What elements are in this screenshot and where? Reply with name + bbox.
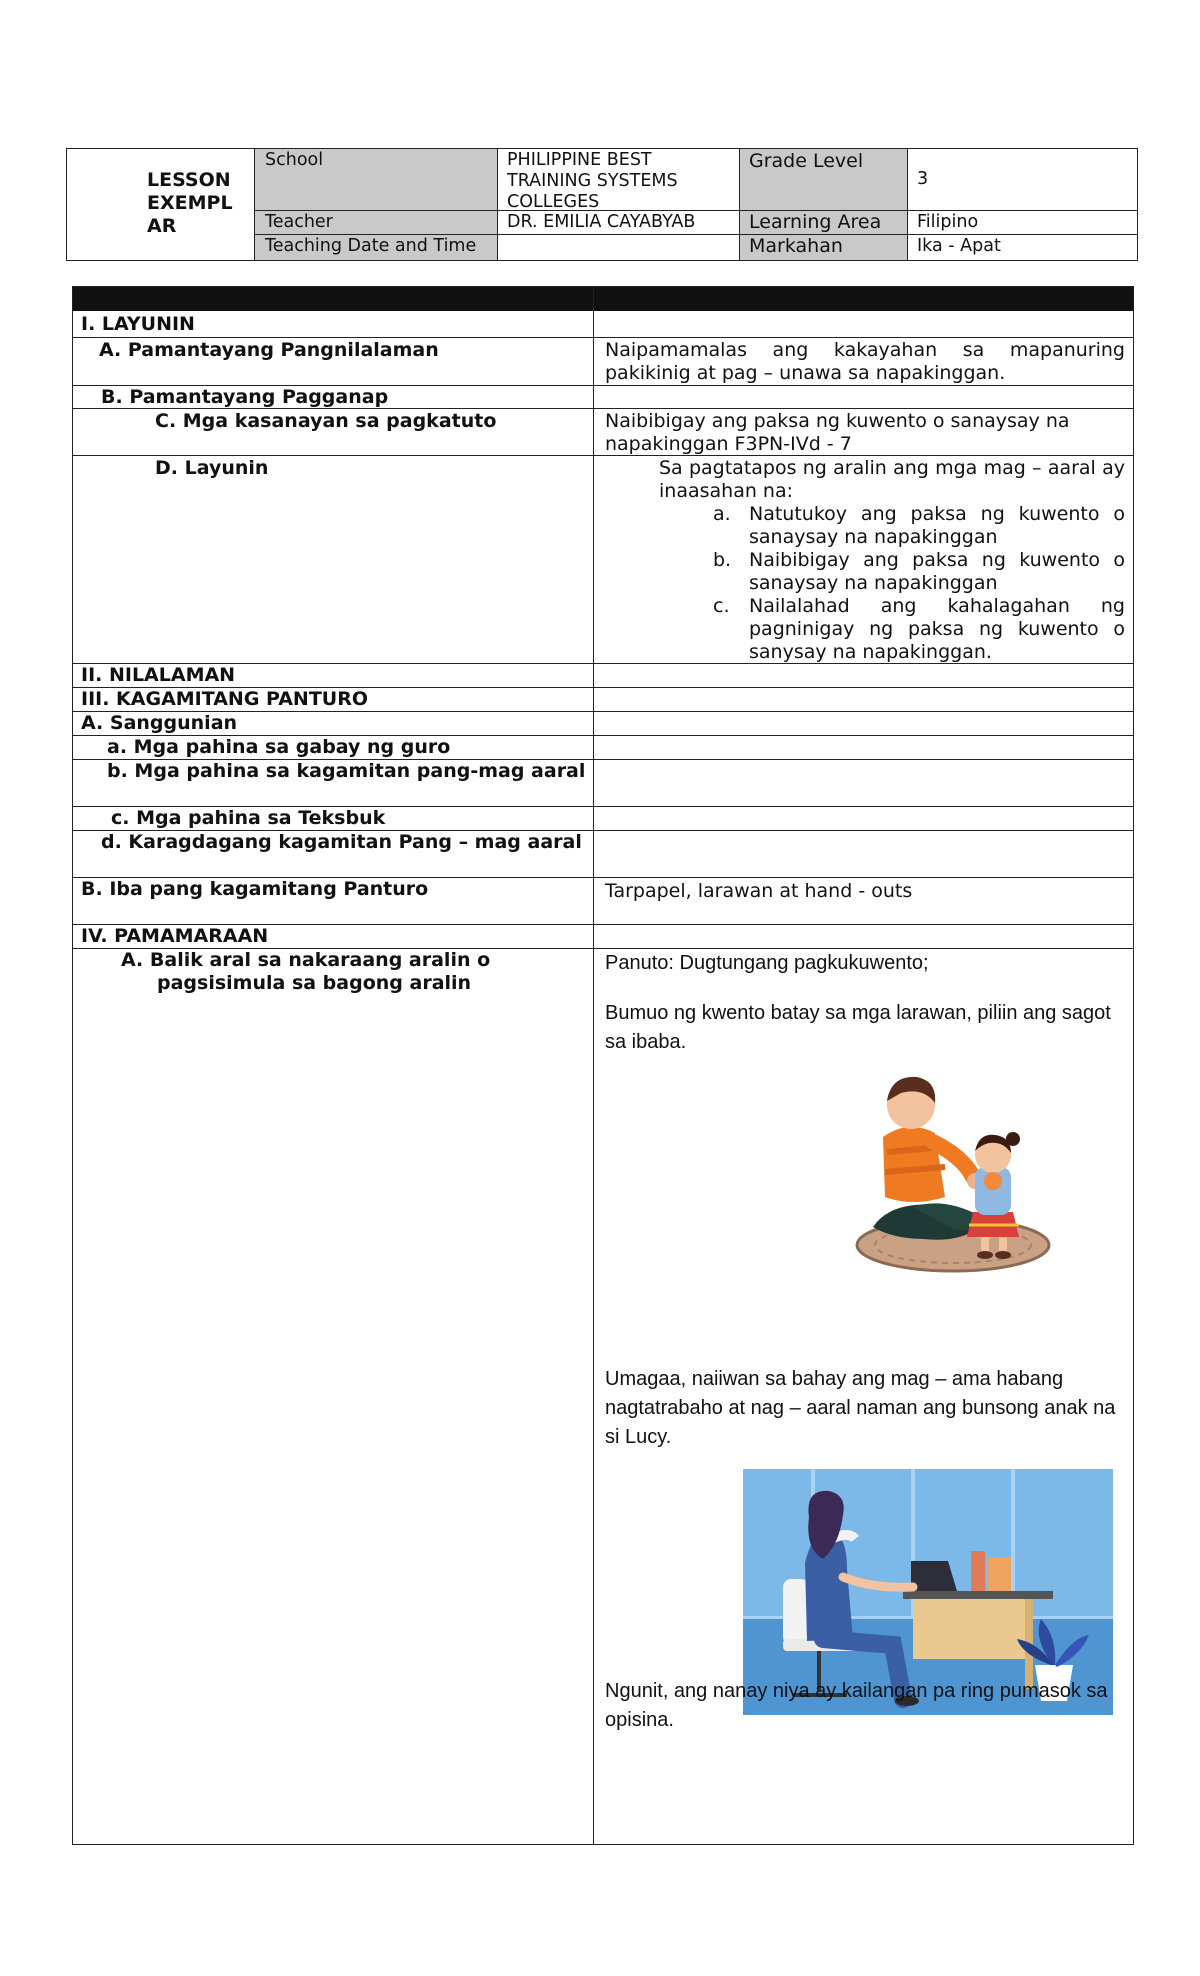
date-label: Teaching Date and Time (265, 236, 477, 256)
objective-marker: c. (713, 595, 730, 617)
area-value: Filipino (917, 212, 979, 232)
objective-marker: b. (713, 549, 732, 571)
objective-text: Natutukoy ang paksa ng kuwento o sanaysay na napakinggan (749, 503, 1125, 548)
header-table (66, 148, 1138, 261)
story-text-2: Ngunit, ang nanay niya ay kailangan pa ring pumasok sa opisina. (605, 1680, 1108, 1731)
label-gabay: a. Mga pahina sa gabay ng guro (107, 736, 451, 758)
objective-item (713, 595, 1125, 664)
label-balik-aral: A. Balik aral sa nakaraang aralin o pagsisimula sa bagong aralin (121, 949, 491, 994)
objectives-list (713, 503, 1125, 664)
section-pamamaraan: IV. PAMAMARAAN (81, 925, 269, 947)
lesson-plan-table (72, 286, 1134, 1845)
grade-label: Grade Level (749, 150, 864, 172)
activity-instruction: Bumuo ng kwento batay sa mga larawan, piliin ang sagot sa ibaba. (605, 1002, 1111, 1053)
grade-value: 3 (917, 169, 929, 189)
label-sanggunian: A. Sanggunian (81, 712, 238, 734)
teacher-value: DR. EMILIA CAYABYAB (507, 212, 696, 232)
objective-text: Naibibigay ang paksa ng kuwento o sanaysay na napakinggan (749, 549, 1125, 594)
objective-item (713, 503, 1125, 549)
value-kasanayan: Naibibigay ang paksa ng kuwento o sanaysay na napakinggan F3PN-IVd - 7 (605, 410, 1070, 455)
quarter-value: Ika - Apat (917, 236, 1001, 256)
table-header-bar (73, 287, 1133, 311)
label-layunin-d: D. Layunin (155, 457, 269, 479)
value-pamantayang-pangnilalaman: Naipamamalas ang kakayahan sa mapanuring pakikinig at pag – unawa sa napakinggan. (605, 339, 1125, 384)
label-pamantayang-pangnilalaman: A. Pamantayang Pangnilalaman (99, 339, 439, 361)
section-layunin: I. LAYUNIN (81, 313, 195, 335)
quarter-label: Markahan (749, 235, 843, 257)
label-pamantayang-pagganap: B. Pamantayang Pagganap (101, 386, 389, 408)
value-iba-pang: Tarpapel, larawan at hand - outs (605, 880, 913, 902)
objective-text: Nailalahad ang kahalagahan ng pagninigay ng paksa ng kuwento o sanysay na napakinggan. (749, 595, 1125, 663)
label-kasanayan: C. Mga kasanayan sa pagkatuto (155, 410, 497, 432)
label-kagamitan-mag-aaral: b. Mga pahina sa kagamitan pang-mag aaral (107, 760, 586, 782)
label-karagdagang: d. Karagdagang kagamitan Pang – mag aaral (101, 831, 582, 853)
section-nilalaman: II. NILALAMAN (81, 664, 236, 686)
story-text-1: Umagaa, naiiwan sa bahay ang mag – ama habang nagtatrabaho at nag – aaral naman ang bunsong anak na si Lucy. (605, 1368, 1116, 1448)
school-label: School (265, 150, 324, 170)
section-kagamitang-panturo: III. KAGAMITANG PANTURO (81, 688, 369, 710)
value-layunin-intro: Sa pagtatapos ng aralin ang mga mag – aaral ay inaasahan na: (659, 457, 1125, 502)
school-value: PHILIPPINE BEST TRAINING SYSTEMS COLLEGES (507, 150, 678, 212)
teacher-label: Teacher (265, 212, 333, 232)
father-daughter-illustration (813, 1047, 1093, 1277)
activity-panuto: Panuto: Dugtungang pagkukuwento; (605, 952, 929, 974)
label-iba-pang: B. Iba pang kagamitang Panturo (81, 878, 429, 900)
lesson-exemplar-title: LESSON EXEMPL AR (147, 169, 233, 237)
label-teksbuk: c. Mga pahina sa Teksbuk (111, 807, 386, 829)
objective-item (713, 549, 1125, 595)
objective-marker: a. (713, 503, 731, 525)
area-label: Learning Area (749, 211, 882, 233)
